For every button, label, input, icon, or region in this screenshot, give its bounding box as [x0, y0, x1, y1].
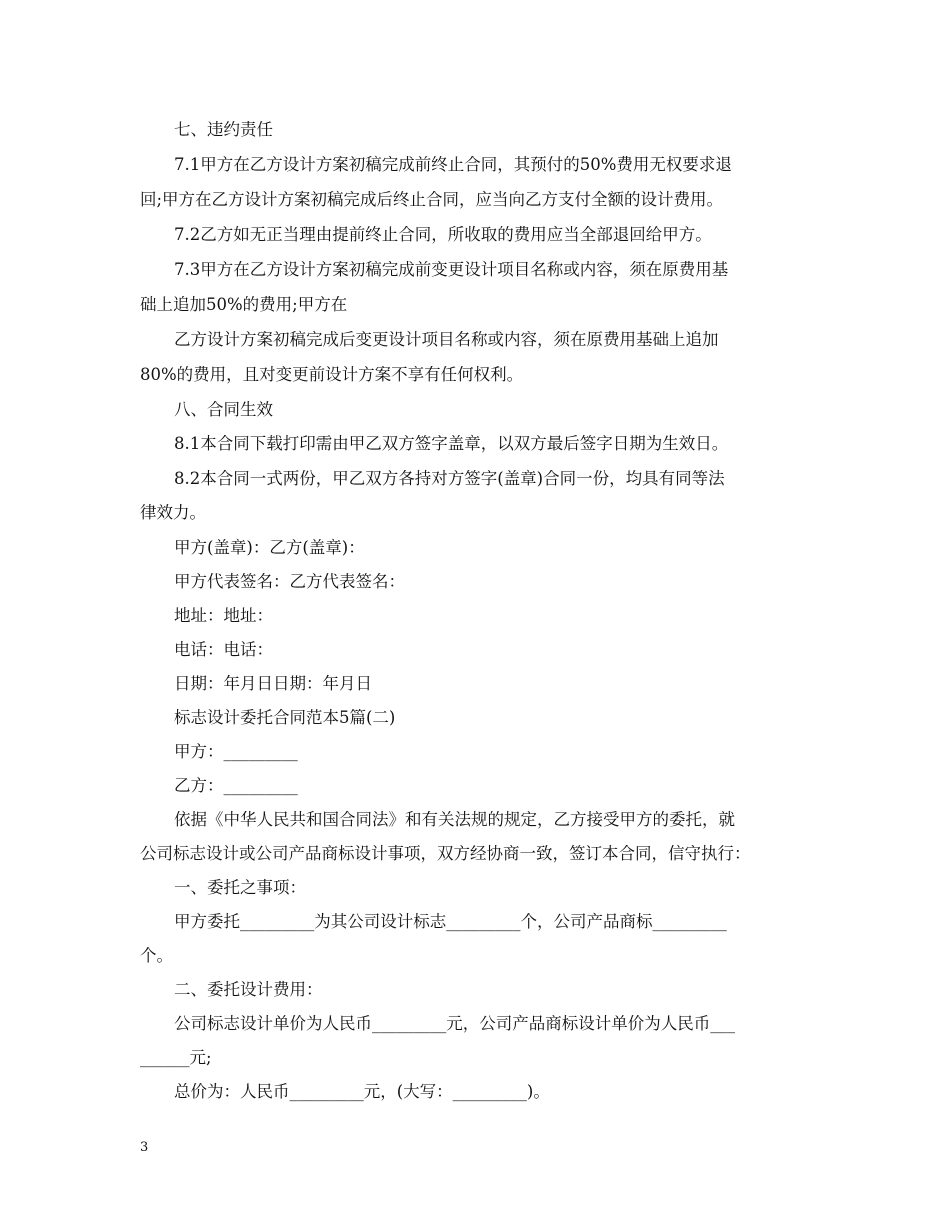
paragraph-line: 个。	[140, 946, 173, 965]
paragraph-line: 80%的费用，且对变更前设计方案不享有任何权利。	[140, 365, 524, 384]
paragraph-line: 律效力。	[140, 503, 206, 522]
phone-line: 电话：电话：	[174, 640, 273, 659]
paragraph-line: 8.2本合同一式两份，甲乙双方各持对方签字(盖章)合同一份，均具有同等法	[174, 469, 725, 488]
paragraph-line: 7.2乙方如无正当理由提前终止合同，所收取的费用应当全部退回给甲方。	[174, 225, 712, 244]
paragraph-line: 7.3甲方在乙方设计方案初稿完成前变更设计项目名称或内容，须在原费用基	[174, 260, 729, 279]
page-number: 3	[140, 1140, 149, 1155]
paragraph-line: 甲方委托_________为其公司设计标志_________个，公司产品商标_________	[174, 912, 727, 931]
date-line: 日期：年月日日期：年月日	[174, 674, 372, 693]
party-a-line: 甲方：_________	[174, 742, 298, 761]
section-heading-breach: 七、违约责任	[174, 120, 273, 139]
section-heading-matters: 一、委托之事项：	[174, 878, 306, 897]
contract-subtitle: 标志设计委托合同范本5篇(二)	[174, 708, 396, 727]
paragraph-line: 乙方设计方案初稿完成后变更设计项目名称或内容，须在原费用基础上追加	[174, 330, 719, 349]
signature-name-line: 甲方代表签名：乙方代表签名：	[174, 572, 405, 591]
paragraph-line: 回;甲方在乙方设计方案初稿完成后终止合同，应当向乙方支付全额的设计费用。	[140, 190, 724, 209]
paragraph-line: 7.1甲方在乙方设计方案初稿完成前终止合同，其预付的50%费用无权要求退	[174, 155, 732, 174]
paragraph-line: 公司标志设计单价为人民币_________元，公司产品商标设计单价为人民币___	[174, 1014, 735, 1033]
paragraph-line: 公司标志设计或公司产品商标设计事项，双方经协商一致，签订本合同，信守执行：	[140, 844, 751, 863]
paragraph-line: 依据《中华人民共和国合同法》和有关法规的规定，乙方接受甲方的委托，就	[174, 810, 735, 829]
paragraph-line: 总价为：人民币_________元，(大写：_________)。	[174, 1082, 550, 1101]
paragraph-line: 8.1本合同下载打印需由甲乙双方签字盖章，以双方最后签字日期为生效日。	[174, 434, 729, 453]
signature-seal-line: 甲方(盖章)：乙方(盖章)：	[174, 538, 365, 557]
section-heading-effect: 八、合同生效	[174, 400, 273, 419]
address-line: 地址：地址：	[174, 606, 273, 625]
section-heading-fees: 二、委托设计费用：	[174, 980, 323, 999]
paragraph-line: ______元;	[140, 1048, 212, 1067]
paragraph-line: 础上追加50%的费用;甲方在	[140, 295, 348, 314]
party-b-line: 乙方：_________	[174, 776, 298, 795]
